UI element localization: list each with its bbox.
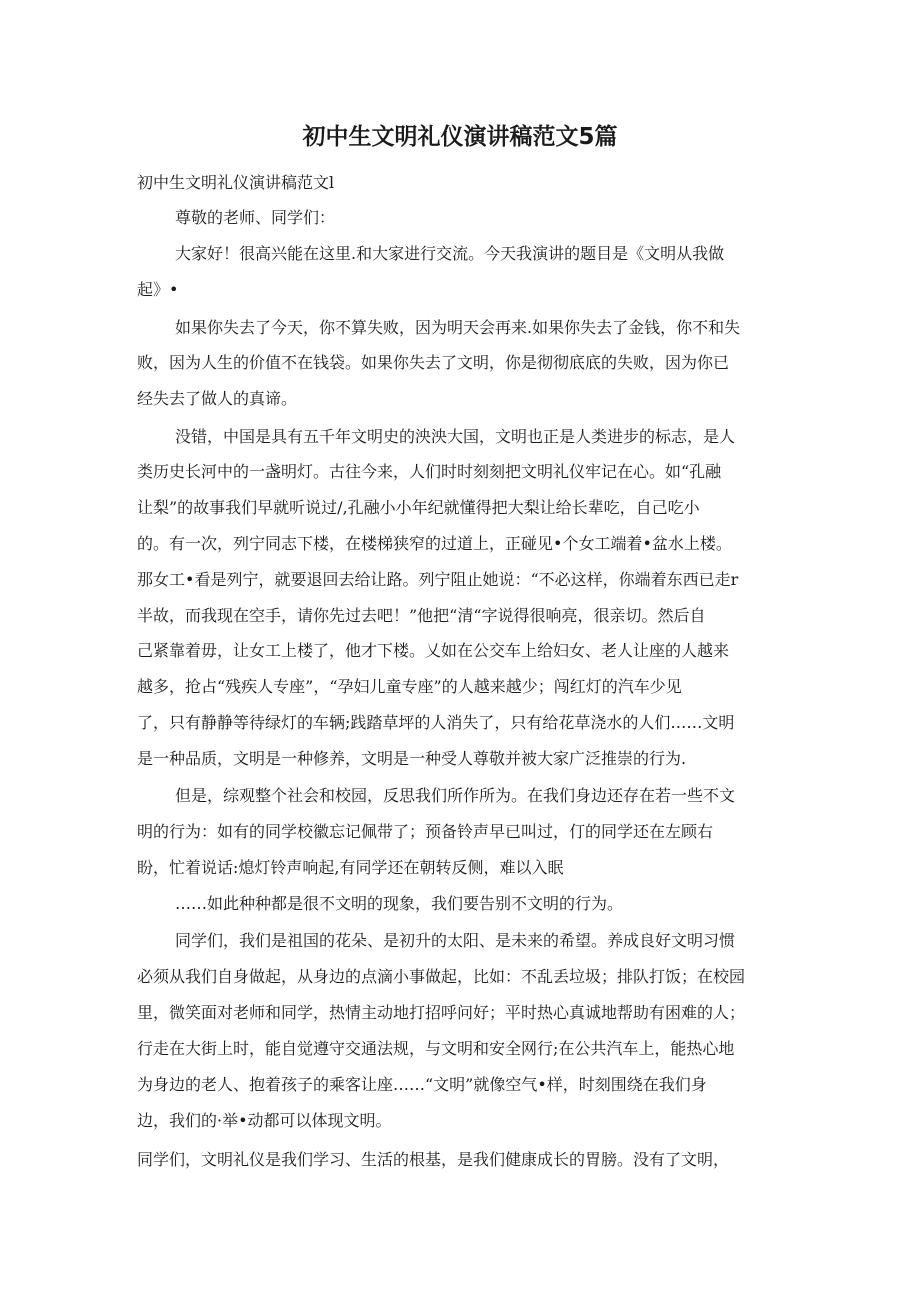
text-line: 是一种品质，文明是一种修养，文明是一种受人尊敬并被大家广泛推崇的行为. [137, 749, 687, 768]
text-line: 大家好！很高兴能在这里.和大家进行交流。今天我演讲的题目是《文明从我做 [175, 244, 725, 263]
text-line: 明的行为：如有的同学校徽忘记佩带了；预备铃声早已叫过，仃的同学还在左顾右 [137, 822, 714, 841]
text-line: 尊敬的老师、同学们： [175, 208, 336, 227]
document-title: 初中生文明礼仪演讲稿范文5篇 [302, 124, 618, 150]
text-line: 没错，中国是具有五千年文明史的泱泱大国，文明也正是人类进步的标志，是人 [175, 427, 736, 446]
text-line: 如果你失去了今天，你不算失败，因为明天会再来.如果你失去了金钱，你不和失 [175, 318, 741, 337]
text-line: 败，因为人生的价值不在钱袋。如果你失去了文明，你是彻彻底底的失败，因为你已 [137, 353, 730, 372]
text-line: 经失去了做人的真谛。 [137, 389, 298, 408]
text-line: 同学们，我们是祖国的花朵、是初升的太阳、是未来的希望。养成良好文明习惯 [175, 931, 736, 950]
text-line: ……如此种种都是很不文明的现象，我们要告别不文明的行为。 [175, 894, 624, 913]
text-line: 必须从我们自身做起，从身边的点滴小事做起，比如：不乱丢垃圾；排队打饭；在校园 [137, 967, 746, 986]
text-line: 起》• [137, 280, 179, 299]
text-line: 里，微笑面对老师和同学，热情主动地打招呼问好；平时热心真诚地帮助有困难的人； [137, 1003, 746, 1022]
text-line: 己紧靠着毋，让女工上楼了，他才下楼。乂如在公交车上给妇女、老人让座的人越来 [137, 641, 730, 660]
document-subtitle: 初中生文明礼仪演讲稿范文l [137, 173, 335, 192]
text-line: 让梨”的故事我们早就听说过/,孔融小小年纪就懂得把大梨让给长辈吃，自己吃小 [137, 498, 700, 517]
text-line: 那女工•看是列宁，就要退回去给让路。列宁阻止她说：“不必这样，你端着东西已走r [137, 570, 739, 589]
text-line: 类历史长河中的一盏明灯。古往今来，人们时时刻刻把文明礼仪牢记在心。如“孔融 [137, 462, 722, 481]
text-line: 同学们，文明礼仪是我们学习、生活的根基，是我们健康成长的胃膀。没有了文明， [137, 1150, 730, 1169]
text-line: 越多，抢占“残疾人专座”，“孕妇儿童专座”的人越来越少；闯红灯的汽车少见 [137, 677, 682, 696]
text-line: 的。有一次，列宁同志下楼，在楼梯狭窄的过道上，正碰见•个女工端着•盆水上楼。 [137, 534, 732, 553]
text-line: 为身边的老人、抱着孩子的乘客让座……“文明”就像空气•样，时刻围绕在我们身 [137, 1075, 707, 1094]
text-line: 盼，忙着说话:熄灯铃声响起,有同学还在朝转反侧，难以入眠 [137, 858, 564, 877]
text-line: 边，我们的·举•动都可以体现文明。 [137, 1111, 392, 1130]
text-line: 行走在大街上时，能自觉遵守交通法规，与文明和安全网行;在公共汽车上，能热心地 [137, 1039, 735, 1058]
text-line: 了，只有静静等待绿灯的车辆;践踏草坪的人消失了，只有给花草浇水的人们……文明 [137, 713, 735, 732]
text-line: 但是，综观整个社会和校园，反思我们所作所为。在我们身边还存在若一些不文 [175, 786, 736, 805]
text-line: 半故，而我现在空手，请你先过去吧！”他把“清“字说得很响亮，很亲切。然后自 [137, 606, 706, 625]
